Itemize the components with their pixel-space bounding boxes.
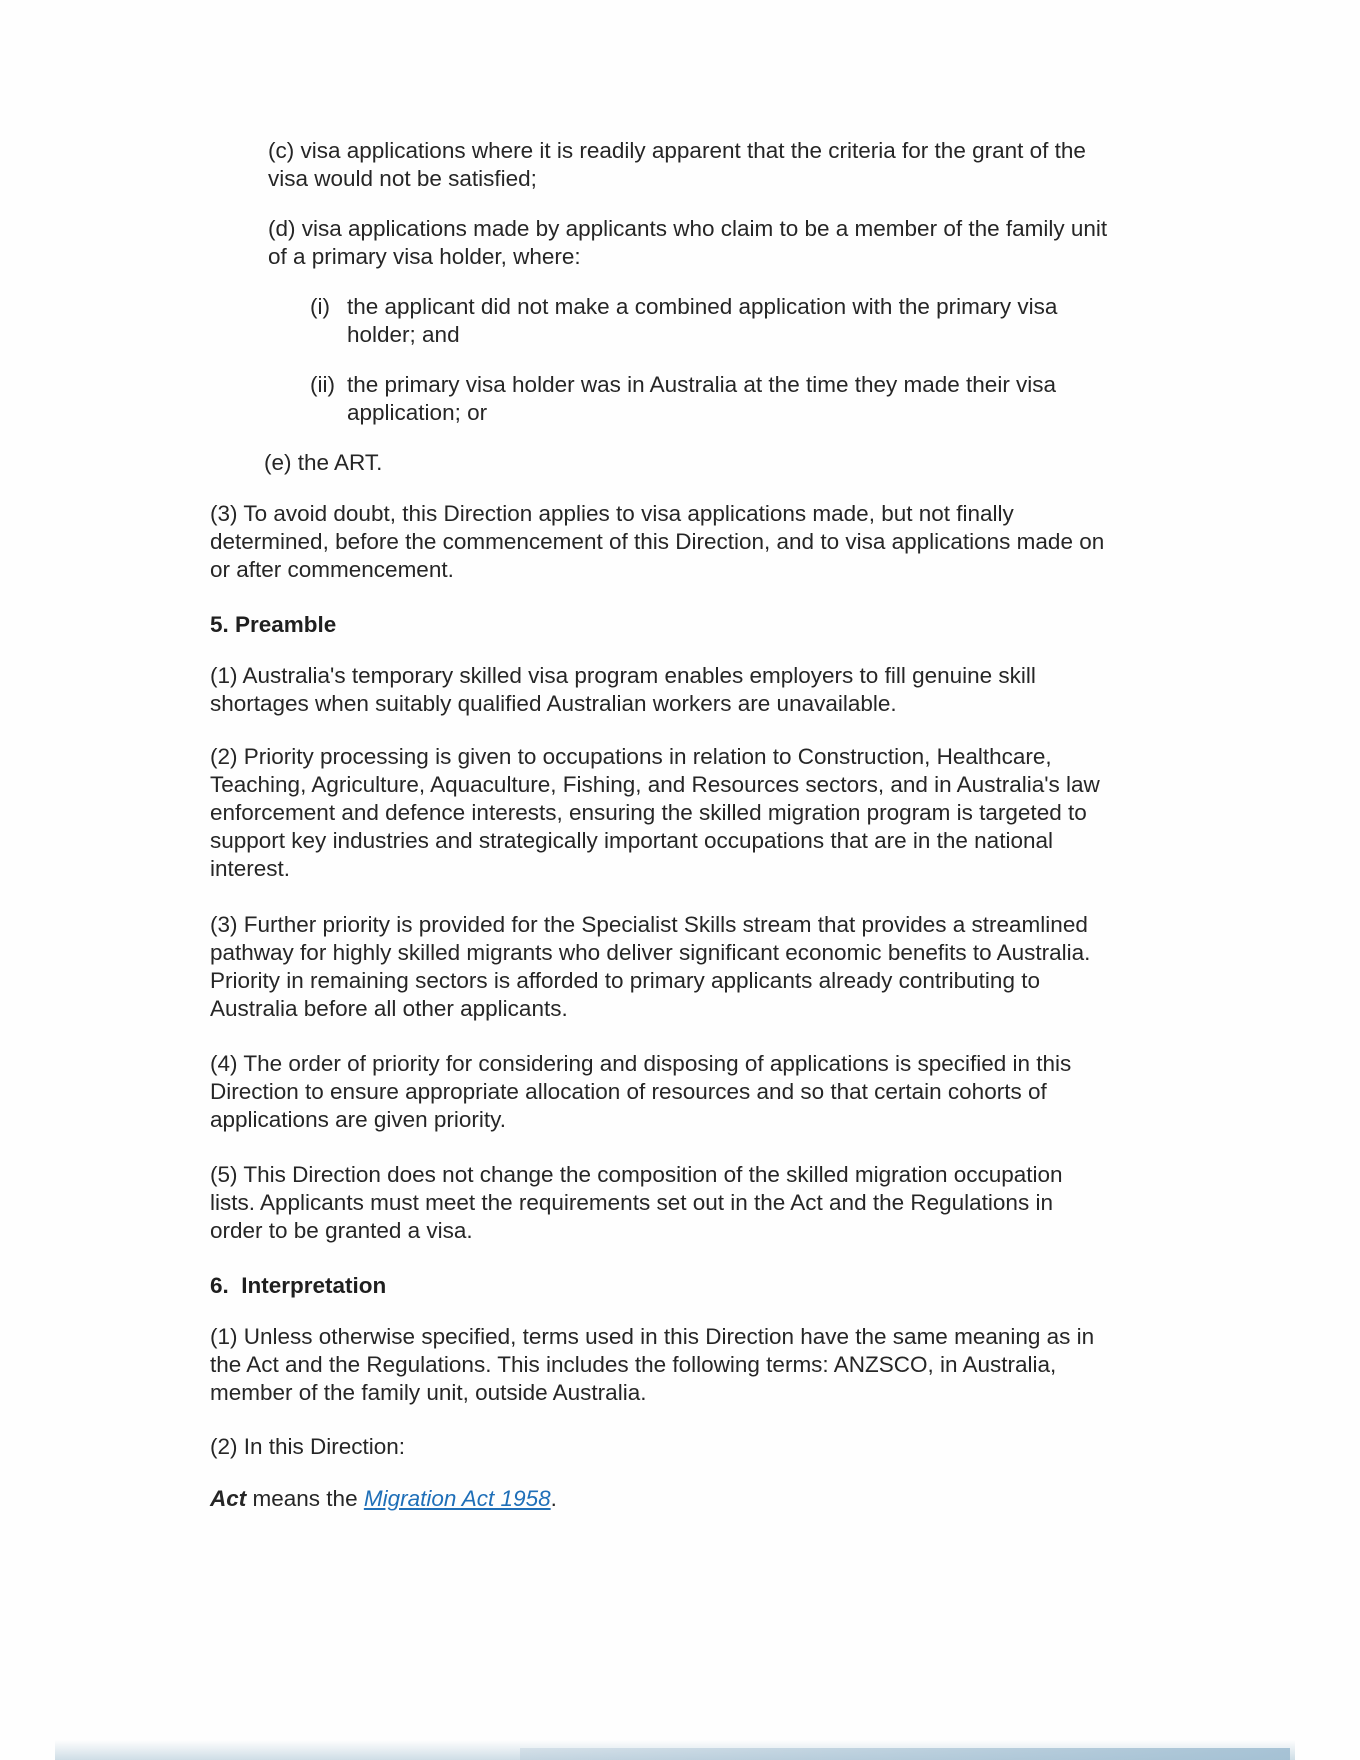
interpretation-1-line-1: (1) Unless otherwise specified, terms used in this Direction have the same meaning as in bbox=[210, 1324, 1095, 1349]
interpretation-1-line-3: member of the family unit, outside Australia. bbox=[210, 1380, 647, 1405]
paragraph-3-line-2: determined, before the commencement of this Direction, and to visa applications made on bbox=[210, 529, 1105, 554]
paragraph-3 bbox=[210, 500, 1104, 584]
act-definition-end: . bbox=[550, 1486, 557, 1511]
paragraph-d-line-2: of a primary visa holder, where: bbox=[268, 244, 581, 269]
paragraph-c-line-1: (c) visa applications where it is readily apparent that the criteria for the grant of the bbox=[268, 138, 1086, 163]
act-definition-middle: means the bbox=[246, 1486, 364, 1511]
preamble-3-line-3: Priority in remaining sectors is afforded to primary applicants already contributing to bbox=[210, 968, 1040, 993]
sub-ii-line-2: application; or bbox=[347, 400, 488, 425]
preamble-3-line-2: pathway for highly skilled migrants who deliver significant economic benefits to Australia. bbox=[210, 940, 1091, 965]
section-6-heading: 6. Interpretation bbox=[210, 1273, 387, 1298]
paragraph-e bbox=[264, 449, 382, 477]
preamble-3-line-4: Australia before all other applicants. bbox=[210, 996, 568, 1021]
sub-ii-marker: (ii) bbox=[310, 372, 335, 397]
sub-ii-line-1: the primary visa holder was in Australia at the time they made their visa bbox=[347, 372, 1057, 397]
preamble-5-line-1: (5) This Direction does not change the composition of the skilled migration occupation bbox=[210, 1162, 1063, 1187]
sub-i-line-2: holder; and bbox=[347, 322, 460, 347]
paragraph-c-line-2: visa would not be satisfied; bbox=[268, 166, 537, 191]
sub-i-marker: (i) bbox=[310, 294, 330, 319]
preamble-2 bbox=[210, 743, 1100, 883]
section-5-heading: 5. Preamble bbox=[210, 612, 337, 637]
act-definition bbox=[210, 1485, 557, 1513]
sub-ii-text bbox=[347, 371, 1056, 427]
sub-i-line-1: the applicant did not make a combined application with the primary visa bbox=[347, 294, 1058, 319]
preamble-4-line-3: applications are given priority. bbox=[210, 1107, 506, 1132]
preamble-2-line-4: support key industries and strategically important occupations that are in the national bbox=[210, 828, 1053, 853]
preamble-5 bbox=[210, 1161, 1063, 1245]
interpretation-2 bbox=[210, 1433, 405, 1461]
preamble-1 bbox=[210, 662, 1036, 718]
paragraph-d-line-1: (d) visa applications made by applicants who claim to be a member of the family unit bbox=[268, 216, 1108, 241]
preamble-2-line-1: (2) Priority processing is given to occupations in relation to Construction, Healthcare, bbox=[210, 744, 1052, 769]
act-term: Act bbox=[210, 1486, 247, 1511]
preamble-2-line-2: Teaching, Agriculture, Aquaculture, Fishing, and Resources sectors, and in Australia's law bbox=[210, 772, 1100, 797]
migration-act-link[interactable]: Migration Act 1958 bbox=[363, 1486, 551, 1511]
paragraph-c bbox=[268, 137, 1086, 193]
interpretation-2-line-1: (2) In this Direction: bbox=[210, 1434, 406, 1459]
preamble-1-line-1: (1) Australia's temporary skilled visa program enables employers to fill genuine skill bbox=[210, 663, 1036, 688]
preamble-3 bbox=[210, 911, 1090, 1023]
preamble-5-line-3: order to be granted a visa. bbox=[210, 1218, 473, 1243]
paragraph-3-line-1: (3) To avoid doubt, this Direction applies to visa applications made, but not finally bbox=[210, 501, 1014, 526]
preamble-2-line-5: interest. bbox=[210, 856, 291, 881]
scan-edge-artifact-2 bbox=[520, 1748, 1290, 1760]
preamble-1-line-2: shortages when suitably qualified Australian workers are unavailable. bbox=[210, 691, 897, 716]
paragraph-d bbox=[268, 215, 1107, 271]
preamble-4-line-2: Direction to ensure appropriate allocation of resources and so that certain cohorts of bbox=[210, 1079, 1047, 1104]
preamble-3-line-1: (3) Further priority is provided for the Specialist Skills stream that provides a streamlined bbox=[210, 912, 1088, 937]
paragraph-e-line-1: (e) the ART. bbox=[264, 450, 383, 475]
act-definition-line bbox=[210, 1485, 557, 1513]
sub-i-text bbox=[347, 293, 1057, 349]
preamble-5-line-2: lists. Applicants must meet the requirements set out in the Act and the Regulations in bbox=[210, 1190, 1053, 1215]
interpretation-1 bbox=[210, 1323, 1094, 1407]
interpretation-1-line-2: the Act and the Regulations. This includes the following terms: ANZSCO, in Australia, bbox=[210, 1352, 1057, 1377]
preamble-4 bbox=[210, 1050, 1071, 1134]
preamble-2-line-3: enforcement and defence interests, ensuring the skilled migration program is targeted to bbox=[210, 800, 1087, 825]
preamble-4-line-1: (4) The order of priority for considering and disposing of applications is specified in this bbox=[210, 1051, 1072, 1076]
paragraph-3-line-3: or after commencement. bbox=[210, 557, 454, 582]
